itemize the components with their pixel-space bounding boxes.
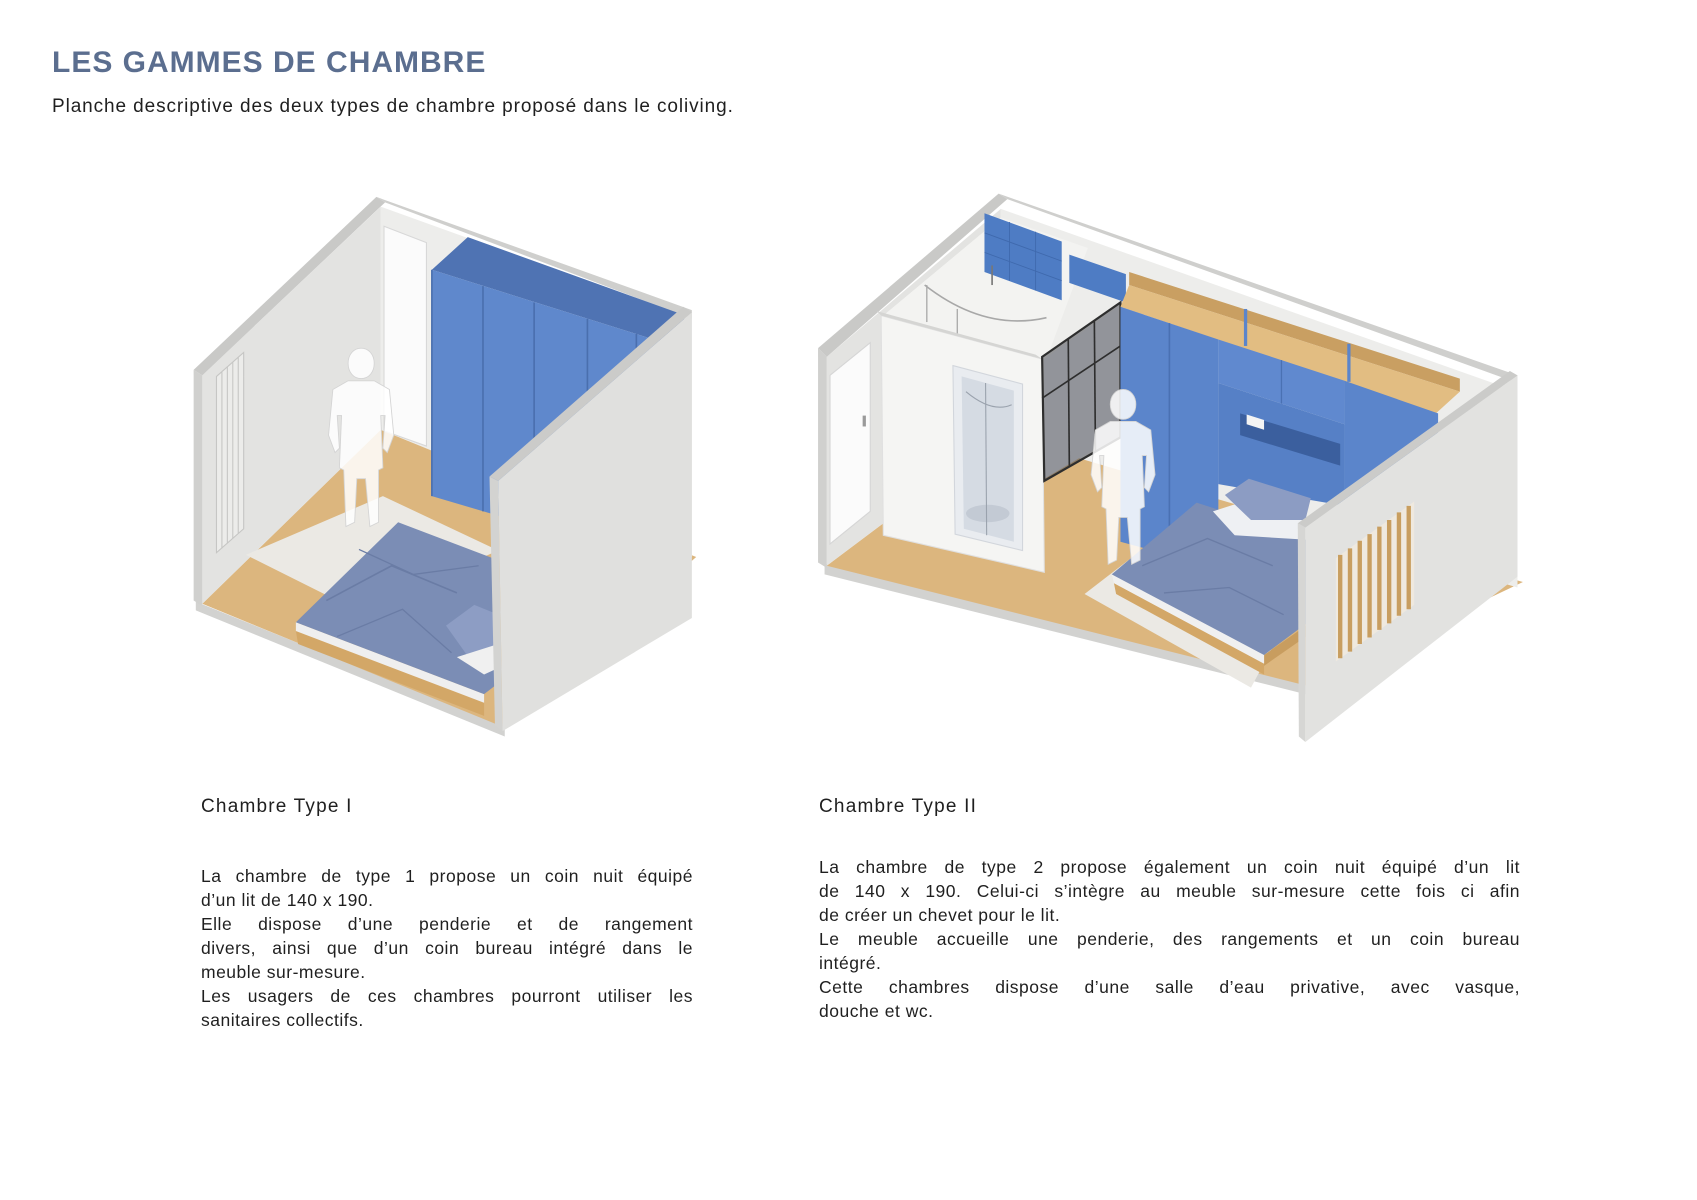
description-line: Cette chambres dispose d’une salle d’eau privative, avec vasque, (819, 977, 1520, 997)
description-line: sanitaires collectifs. (201, 1010, 364, 1030)
room-type-2-description (819, 855, 1520, 1023)
page-subtitle: Planche descriptive des deux types de chambre proposé dans le coliving. (52, 96, 734, 117)
description-line: meuble sur-mesure. (201, 962, 366, 982)
description-line: Les usagers de ces chambres pourront utiliser les (201, 986, 693, 1006)
room2-entrance-door (830, 343, 870, 544)
room-type-1-illustration (194, 197, 697, 737)
room-type-1-description (201, 864, 693, 1032)
description-line: douche et wc. (819, 1001, 934, 1021)
room-type-2-illustration (818, 194, 1523, 742)
description-line: de 140 x 190. Celui-ci s’intègre au meuble sur-mesure cette fois ci afin (819, 881, 1520, 901)
description-line: intégré. (819, 953, 882, 973)
description-line: La chambre de type 1 propose un coin nuit équipé (201, 866, 693, 886)
room-type-2-heading: Chambre Type II (819, 796, 978, 817)
description-line: Le meuble accueille une penderie, des rangements et un coin bureau (819, 929, 1520, 949)
description-line: La chambre de type 2 propose également un coin nuit équipé d’un lit (819, 857, 1520, 877)
description-line: de créer un chevet pour le lit. (819, 905, 1061, 925)
page-title: LES GAMMES DE CHAMBRE (52, 46, 487, 79)
description-line: Elle dispose d’une penderie et de rangement (201, 914, 693, 934)
description-line: d’un lit de 140 x 190. (201, 890, 374, 910)
description-line: divers, ainsi que d’un coin bureau intégré dans le (201, 938, 693, 958)
room1-left-wall-edge (194, 370, 203, 606)
room2-left-wall-edge (818, 348, 827, 568)
room-type-1-heading: Chambre Type I (201, 796, 353, 817)
room1-radiator (216, 352, 243, 552)
room2-right-wall-edge (1298, 523, 1306, 742)
